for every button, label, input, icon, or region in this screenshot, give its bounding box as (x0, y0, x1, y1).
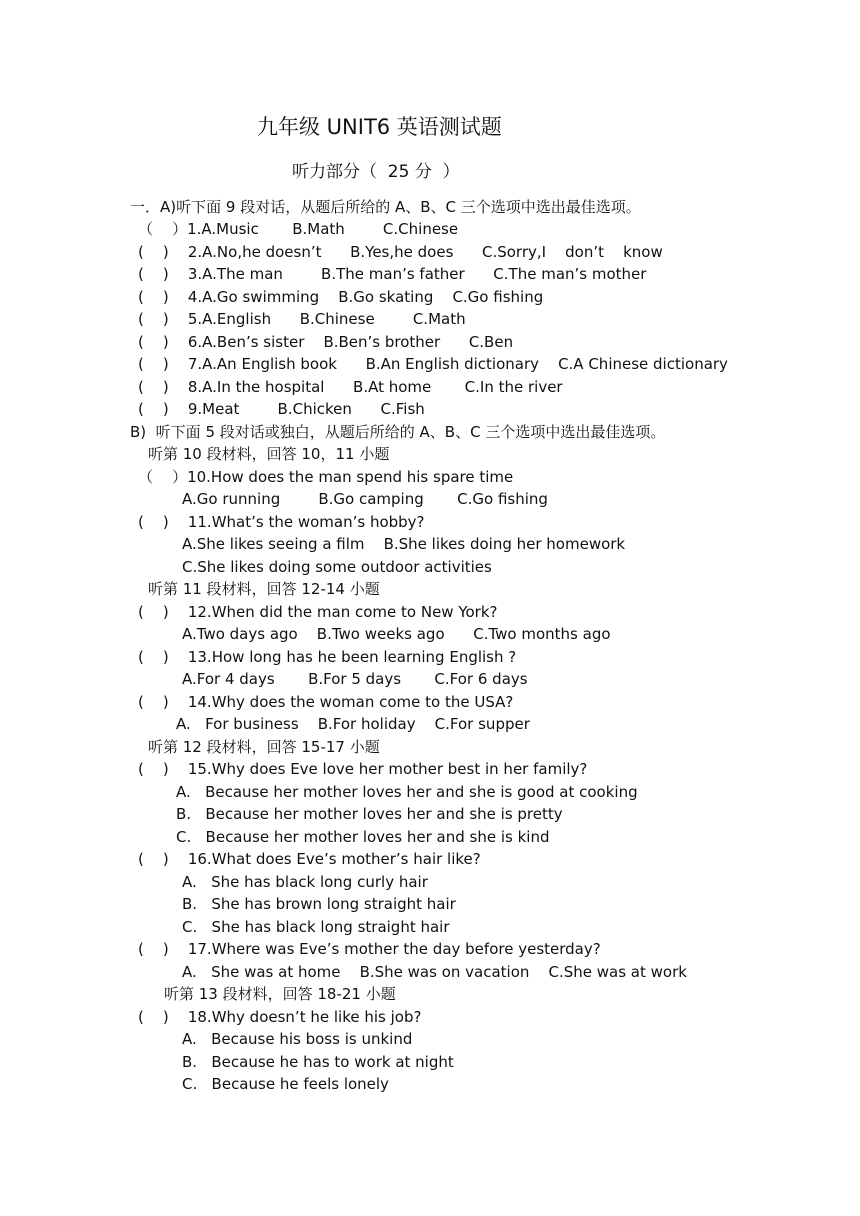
answer-options: C. She has black long straight hair (182, 918, 450, 936)
answer-options: A. Because his boss is unkind (182, 1030, 413, 1048)
answer-options: A.Go running B.Go camping C.Go fishing (182, 490, 548, 508)
question-line: ( ) 14.Why does the woman come to the USA? (138, 693, 514, 711)
section-b-instruction: B) 听下面 5 段对话或独白，从题后所给的 A、B、C 三个选项中选出最佳选项。 (130, 423, 666, 441)
question-line: ( ) 5.A.English B.Chinese C.Math (138, 310, 466, 328)
answer-options: A. Because her mother loves her and she is good at cooking (176, 783, 638, 801)
page-title: 九年级 UNIT6 英语测试题 (257, 115, 502, 139)
section-a-instruction: 一．A)听下面 9 段对话，从题后所给的 A、B、C 三个选项中选出最佳选项。 (130, 198, 641, 216)
answer-options: C.She likes doing some outdoor activities (182, 558, 492, 576)
answer-options: A.She likes seeing a film B.She likes doing her homework (182, 535, 626, 553)
answer-options: B. Because he has to work at night (182, 1053, 454, 1071)
answer-options: C. Because her mother loves her and she is kind (176, 828, 550, 846)
question-line: ( ) 15.Why does Eve love her mother best in her family? (138, 760, 588, 778)
question-line: ( ) 11.What’s the woman’s hobby? (138, 513, 425, 531)
question-line: ( ) 3.A.The man B.The man’s father C.The man’s mother (138, 265, 647, 283)
section-subtitle: 听力部分（ 25 分 ） (292, 162, 460, 182)
question-line: ( ) 17.Where was Eve’s mother the day before yesterday? (138, 940, 601, 958)
answer-options: A.For 4 days B.For 5 days C.For 6 days (182, 670, 528, 688)
question-line: ( ) 7.A.An English book B.An English dictionary C.A Chinese dictionary (138, 355, 728, 373)
question-line: ( ) 6.A.Ben’s sister B.Ben’s brother C.Ben (138, 333, 514, 351)
question-line: ( ) 12.When did the man come to New York? (138, 603, 498, 621)
answer-options: A. She has black long curly hair (182, 873, 428, 891)
question-line: ( ) 13.How long has he been learning English ? (138, 648, 517, 666)
answer-options: C. Because he feels lonely (182, 1075, 389, 1093)
material-heading: 听第 13 段材料，回答 18-21 小题 (164, 985, 396, 1003)
question-line: ( ) 4.A.Go swimming B.Go skating C.Go fishing (138, 288, 544, 306)
question-line: ( ) 2.A.No,he doesn’t B.Yes,he does C.Sorry,I don’t know (138, 243, 663, 261)
material-heading: 听第 11 段材料，回答 12-14 小题 (148, 580, 380, 598)
answer-options: B. Because her mother loves her and she is pretty (176, 805, 563, 823)
question-line: ( ) 9.Meat B.Chicken C.Fish (138, 400, 425, 418)
answer-options: A.Two days ago B.Two weeks ago C.Two months ago (182, 625, 611, 643)
question-line: ( ) 18.Why doesn’t he like his job? (138, 1008, 422, 1026)
question-line: ( ) 16.What does Eve’s mother’s hair like? (138, 850, 481, 868)
material-heading: 听第 10 段材料，回答 10，11 小题 (148, 445, 390, 463)
question-line: ( ) 8.A.In the hospital B.At home C.In the river (138, 378, 563, 396)
answer-options: A. She was at home B.She was on vacation C.She was at work (182, 963, 687, 981)
answer-options: B. She has brown long straight hair (182, 895, 456, 913)
question-line: （ ）1.A.Music B.Math C.Chinese (138, 220, 459, 238)
material-heading: 听第 12 段材料，回答 15-17 小题 (148, 738, 380, 756)
question-line: （ ）10.How does the man spend his spare time (138, 468, 514, 486)
answer-options: A. For business B.For holiday C.For supper (176, 715, 530, 733)
